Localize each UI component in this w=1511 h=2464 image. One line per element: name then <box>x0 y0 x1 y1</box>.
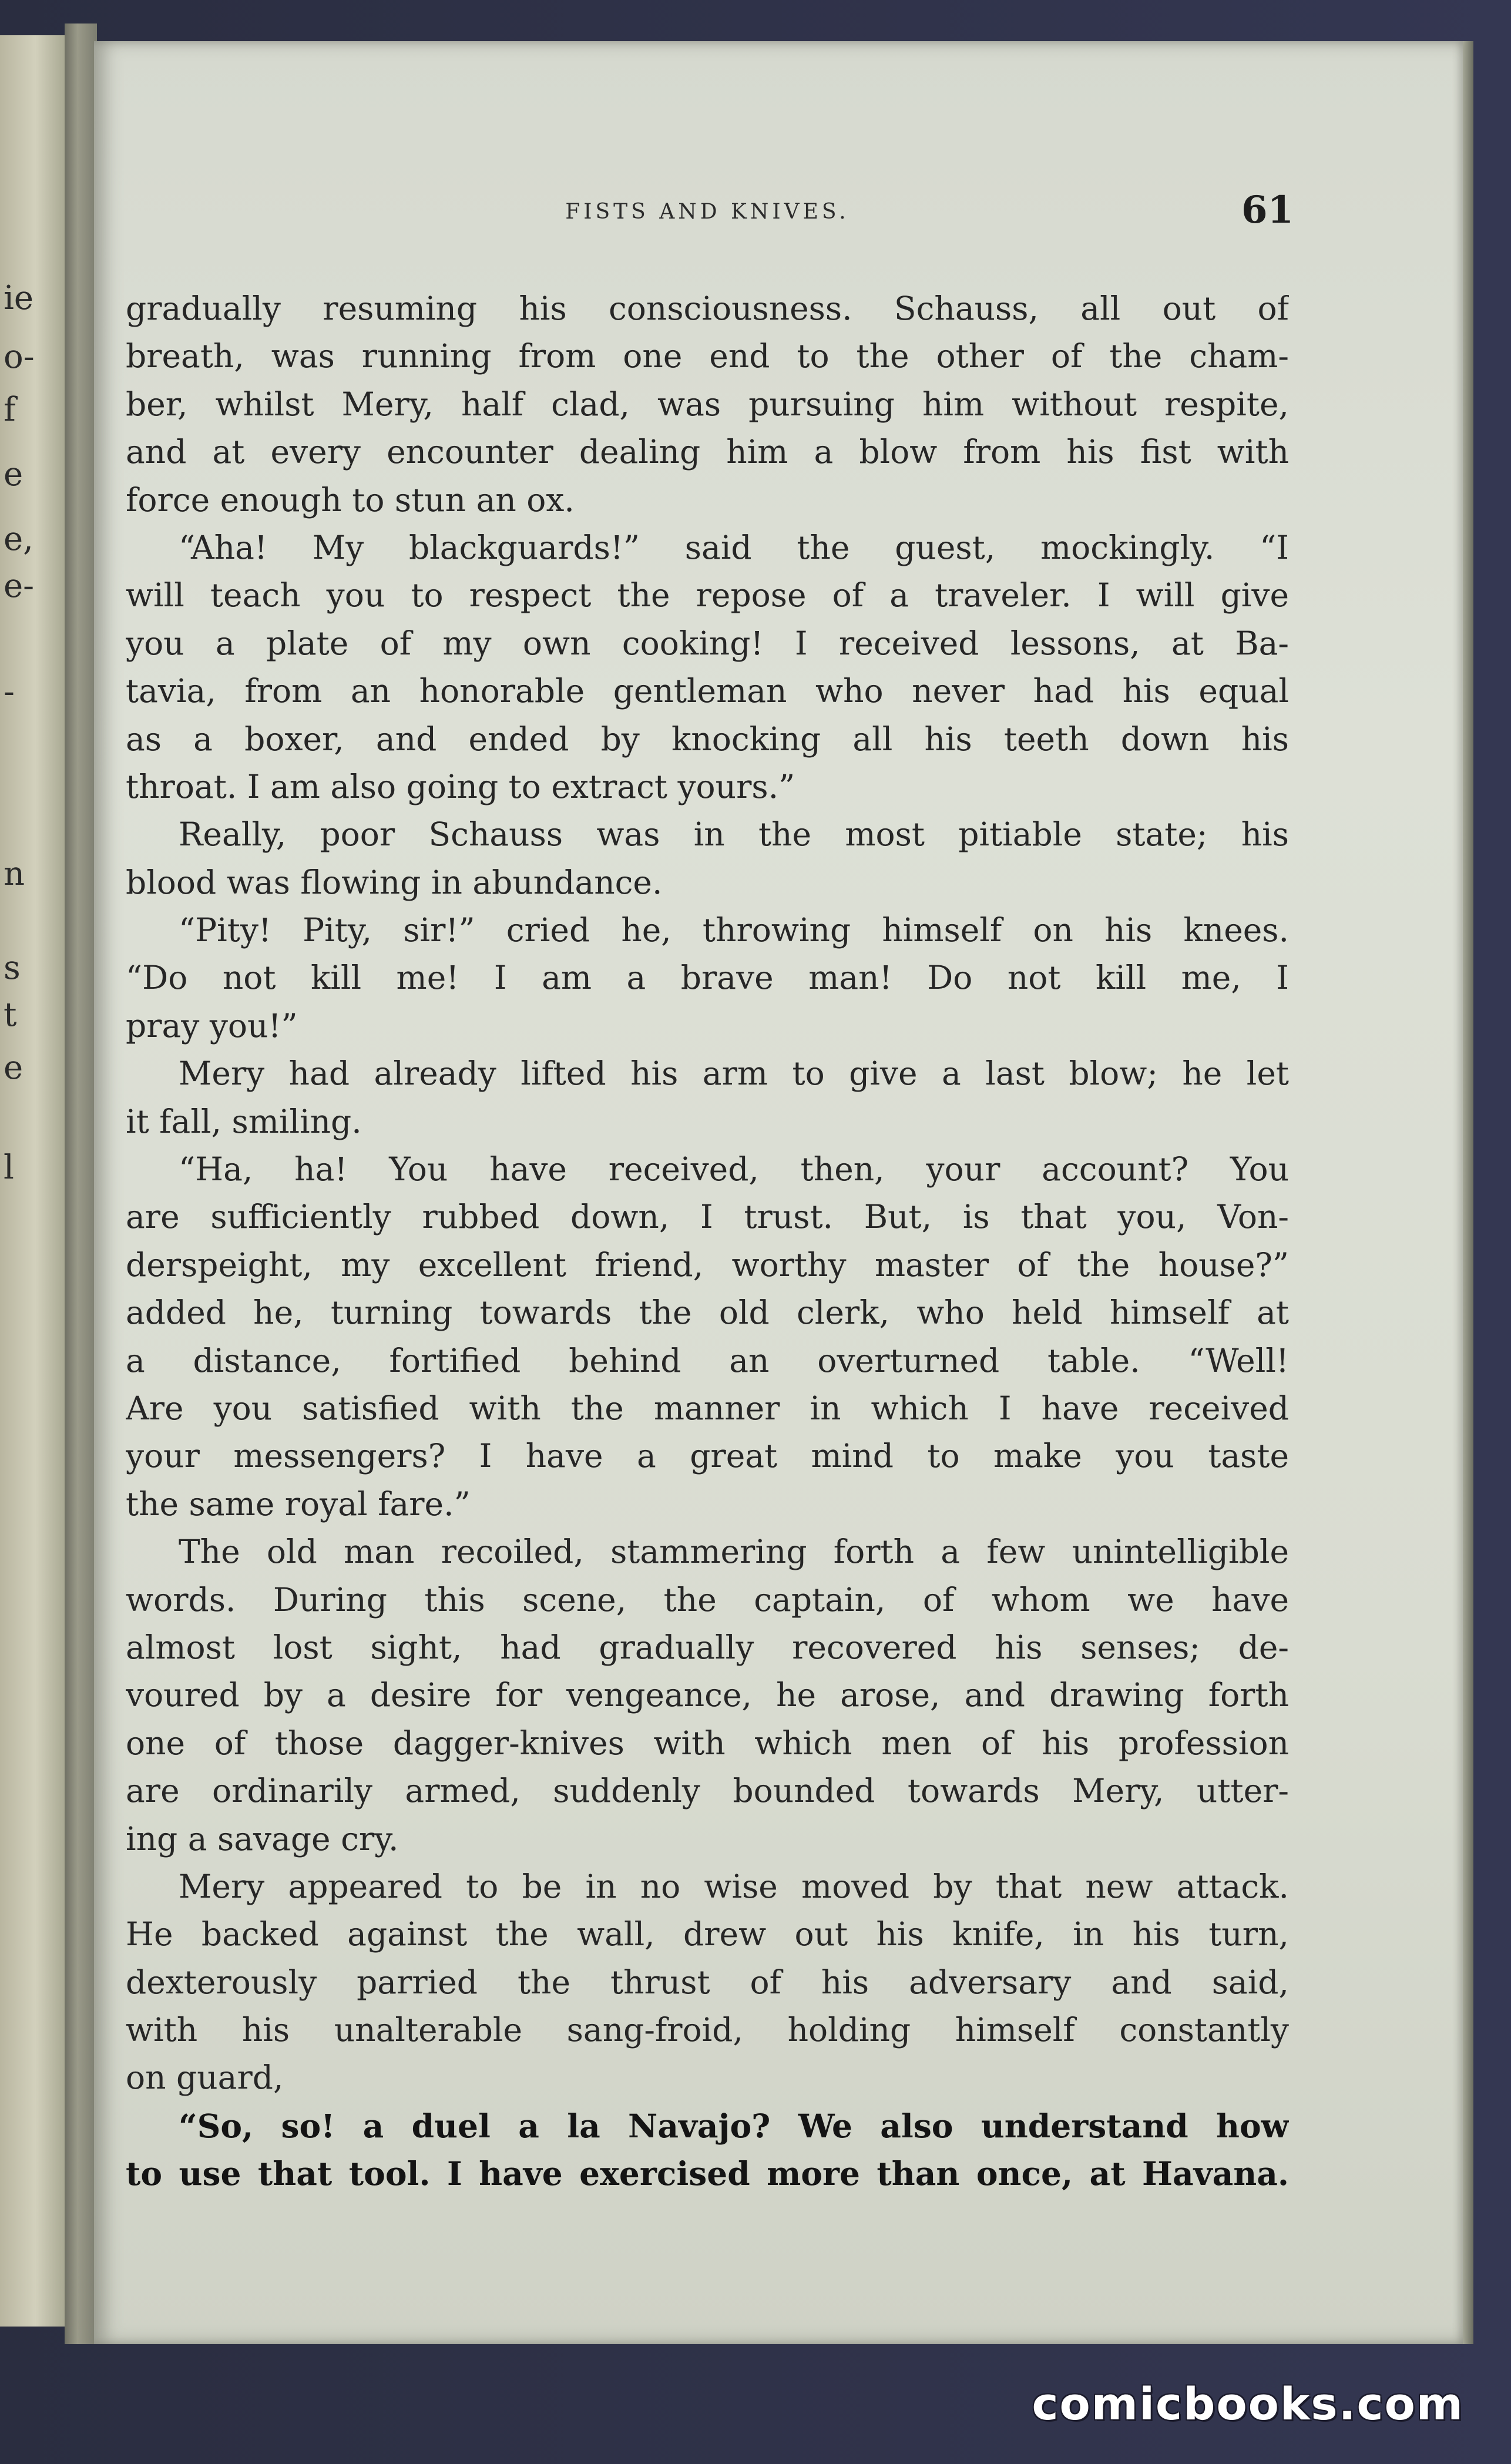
text-line: The old man recoiled, stammering forth a few unintelligible <box>179 1533 1289 1571</box>
chapter-title: FISTS AND KNIVES. <box>565 200 849 224</box>
text-line: with his unalterable sang-froid, holding himself constantly <box>126 2011 1289 2049</box>
body-text <box>126 285 1289 2198</box>
text-line: a distance, fortified behind an overturned table. “Well! <box>126 1341 1289 1379</box>
text-line: throat. I am also going to extract yours.” <box>126 767 795 805</box>
text-line: you a plate of my own cooking! I received lessons, at Ba- <box>126 624 1289 662</box>
text-line: Really, poor Schauss was in the most pitiable state; his <box>179 815 1289 854</box>
previous-page-fragment: e- <box>4 567 35 605</box>
text-line: “So, so! a duel a la Navajo? We also understand how <box>179 2106 1289 2145</box>
text-line: dexterously parried the thrust of his adversary and said, <box>126 1963 1289 2001</box>
previous-page-fragment: - <box>4 673 15 711</box>
previous-page-fragment: l <box>4 1149 14 1187</box>
text-line: “Aha! My blackguards!” said the guest, mockingly. “I <box>179 528 1289 566</box>
text-line: He backed against the wall, drew out his knife, in his turn, <box>126 1915 1289 1953</box>
previous-page-fragment: ie <box>4 279 34 317</box>
text-line: words. During this scene, the captain, of whom we have <box>126 1580 1289 1619</box>
text-line: one of those dagger-knives with which men of his profession <box>126 1724 1289 1762</box>
previous-page-fragment: f <box>4 391 16 429</box>
previous-page-fragment: e <box>4 455 23 494</box>
text-line: on guard, <box>126 2059 284 2097</box>
text-line: blood was flowing in abundance. <box>126 863 663 901</box>
text-line: it fall, smiling. <box>126 1102 362 1140</box>
text-line: Mery had already lifted his arm to give a last blow; he let <box>179 1055 1289 1093</box>
text-line: Are you satisfied with the manner in which I have received <box>126 1389 1289 1427</box>
text-line: “Pity! Pity, sir!” cried he, throwing himself on his knees. <box>179 911 1289 949</box>
text-line: your messengers? I have a great mind to make you taste <box>126 1437 1289 1475</box>
text-line: as a boxer, and ended by knocking all his teeth down his <box>126 720 1289 758</box>
text-line: derspeight, my excellent friend, worthy master of the house?” <box>126 1246 1289 1284</box>
previous-page-edge <box>0 35 65 2327</box>
text-line: “Ha, ha! You have received, then, your account? You <box>179 1150 1289 1189</box>
text-line: ing a savage cry. <box>126 1820 399 1858</box>
previous-page-fragment: o- <box>4 338 35 376</box>
previous-page-fragment: n <box>4 855 25 893</box>
previous-page-fragment: t <box>4 996 17 1034</box>
text-line: pray you!” <box>126 1006 298 1045</box>
text-line: gradually resuming his consciousness. Schauss, all out of <box>126 290 1289 327</box>
text-line: force enough to stun an ox. <box>126 481 575 519</box>
text-line: voured by a desire for vengeance, he arose, and drawing forth <box>126 1676 1289 1714</box>
text-line: to use that tool. I have exercised more than once, at Havana. <box>126 2154 1289 2193</box>
text-line: tavia, from an honorable gentleman who never had his equal <box>126 672 1289 710</box>
watermark-logo: comicbooks.com <box>1032 2378 1464 2430</box>
text-line: Mery appeared to be in no wise moved by that new attack. <box>179 1867 1289 1905</box>
text-line: breath, was running from one end to the other of the cham- <box>126 337 1289 375</box>
page-number: 61 <box>1241 188 1294 232</box>
text-line: are ordinarily armed, suddenly bounded towards Mery, utter- <box>126 1772 1289 1810</box>
text-line: ber, whilst Mery, half clad, was pursuing him without respite, <box>126 385 1289 423</box>
book-gutter <box>65 24 97 2344</box>
text-line: are sufficiently rubbed down, I trust. But, is that you, Von- <box>126 1198 1289 1236</box>
previous-page-fragment: e <box>4 1049 23 1087</box>
text-line: added he, turning towards the old clerk, who held himself at <box>126 1294 1289 1332</box>
text-line: will teach you to respect the repose of a traveler. I will give <box>126 576 1289 615</box>
page-edge <box>1463 41 1473 2344</box>
text-line: almost lost sight, had gradually recovered his senses; de- <box>126 1628 1289 1666</box>
previous-page-fragment: e, <box>4 520 33 558</box>
previous-page-fragment: s <box>4 949 21 987</box>
text-line: “Do not kill me! I am a brave man! Do not kill me, I <box>126 959 1289 997</box>
text-line: and at every encounter dealing him a blow from his fist with <box>126 433 1289 471</box>
running-head <box>126 176 1294 247</box>
text-line: the same royal fare.” <box>126 1485 471 1523</box>
